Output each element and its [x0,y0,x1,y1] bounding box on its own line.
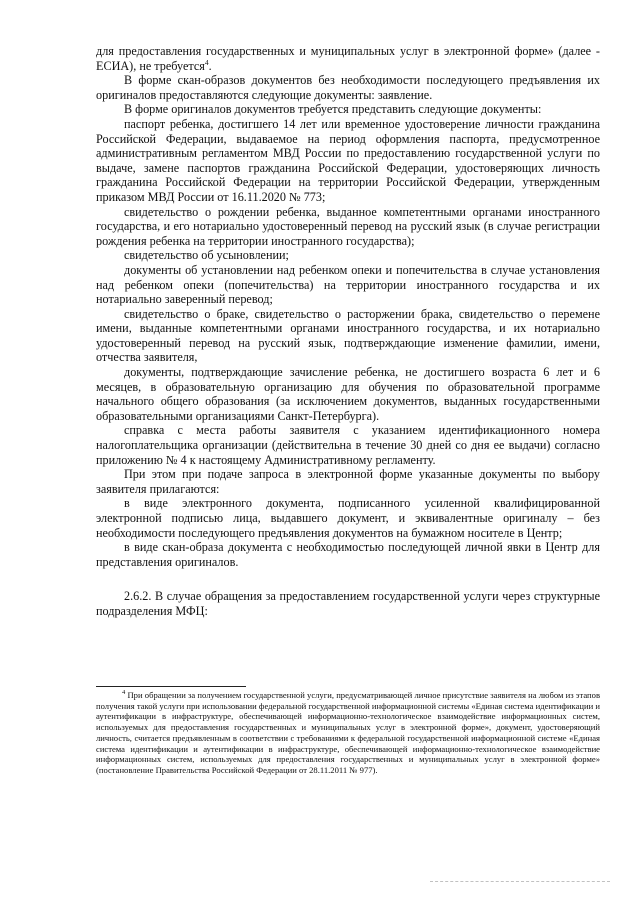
list-item: свидетельство об усыновлении; [124,248,289,263]
body-text [96,44,600,619]
footnote-mark: 4 [122,689,126,697]
footnote-text: При обращении за получением государственной услуги, предусматривающей личное присутствие заявителя на любом из этапов получения такой услуги при использовании федеральной государственной информационной системы «Единая система идентификации и аутентификации в инфраструктуре, обеспечивающей информационно-технологическое взаимодействие информационных систем, используемых для предоставления государственных и муниципальных услуг в электронной форме», документ, удостоверяющий личность, считается предъявленным в соответствии с требованиями к федеральной государственной информационной системе «Единая система идентификации и аутентификации в инфраструктуре, обеспечивающей информационно-технологическое взаимодействие информационных систем, используемых для предоставления государственных и муниципальных услуг в электронной форме» (постановление Правительства Российской Федерации от 28.11.2011 № 977). [96,690,601,775]
list-item: свидетельство о браке, свидетельство о расторжении брака, свидетельство о перемене имени, выданные компетентными органами иностранного государства, и их нотариально удостоверенный перевод на русский язык, подтверждающие изменение фамилии, имени, отчества заявителя, [96,306,600,365]
footnote [96,690,600,776]
list-item: в виде скан-образа документа с необходимостью последующей личной явки в Центр для представления оригиналов. [96,540,600,569]
list-item: паспорт ребенка, достигшего 14 лет или временное удостоверение личности гражданина Российской Федерации, выдаваемое на период оформления паспорта, предусмотренное административным регламентом МВД России по предоставлению государственной услуги по выдаче, замене паспортов гражданина Российской Федерации, удостоверяющих личность гражданина Российской Федерации на территории Российской Федерации, утвержденным приказом МВД России от 16.11.2020 № 773; [96,116,600,204]
paragraph: При этом при подаче запроса в электронной форме указанные документы по выбору заявителя прилагаются: [96,467,600,496]
scan-artifact-line [430,881,610,882]
list-item: документы об установлении над ребенком опеки и попечительства в случае установления над ребенком опеки (попечительства) на территории иностранного государства и их нотариально заверенный перевод; [96,262,600,307]
list-item: свидетельство о рождении ребенка, выданное компетентными органами иностранного государства, и его нотариально удостоверенный перевод на русский язык (в случае регистрации рождения ребенка на территории иностранного государства); [96,204,600,248]
footnote-divider [96,686,246,687]
list-item: в виде электронного документа, подписанного усиленной квалифицированной электронной подписью лица, выдавшего документ, и эквивалентные оригиналу – без необходимости последующего предъявления документов на бумажном носителе в Центр; [96,496,600,540]
paragraph: В форме оригиналов документов требуется представить следующие документы: [124,102,542,117]
footnote-reference: 4 [204,57,209,67]
paragraph: В форме скан-образов документов без необходимости последующего предъявления их оригиналов предоставляются следующие документы: заявление. [96,73,600,102]
paragraph: для предоставления государственных и муниципальных услуг в электронной форме» (далее - ЕСИА), не требуется$^4$. [96,44,600,73]
section-heading-2-6-2: 2.6.2. В случае обращения за предоставлением государственной услуги через структурные подразделения МФЦ: [96,589,600,618]
list-item: справка с места работы заявителя с указанием идентификационного номера налогоплательщика организации (действительна в течение 30 дней со дня ее выдачи) согласно приложению № 4 к настоящему Административному регламенту. [96,423,600,467]
list-item: документы, подтверждающие зачисление ребенка, не достигшего возраста 6 лет и 6 месяцев, в образовательную организацию для обучения по образовательной программе начального общего образования (за исключением документов, выданных государственными образовательными организациями Санкт-Петербурга). [96,365,600,423]
